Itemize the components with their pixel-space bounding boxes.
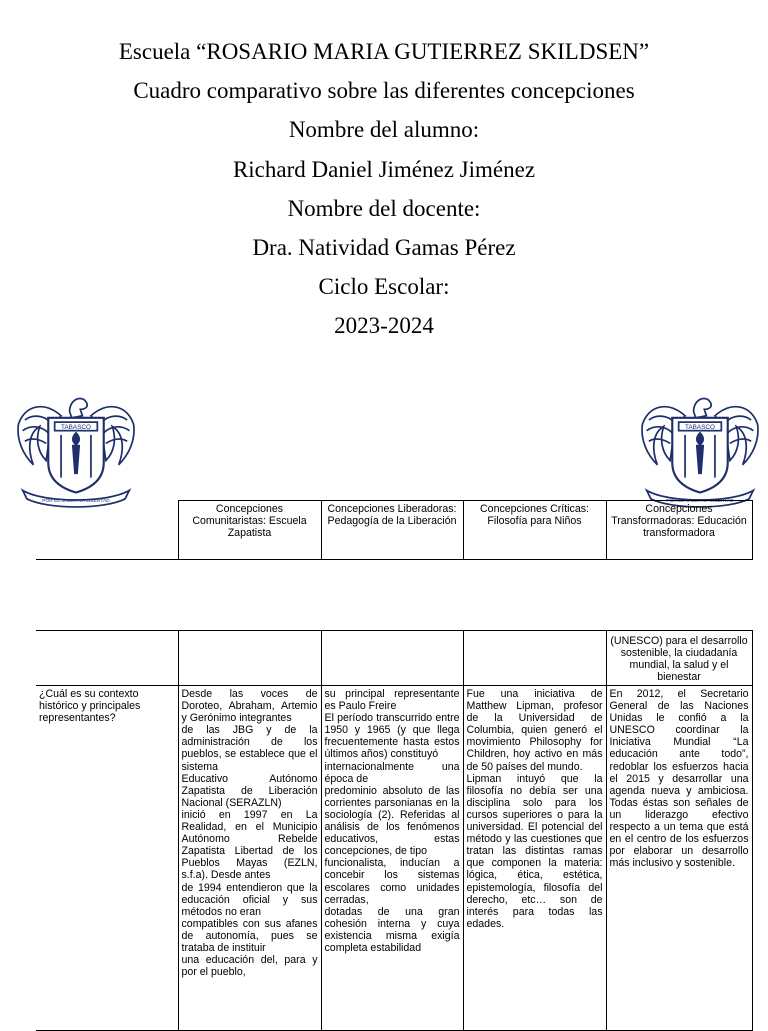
eagle-head	[694, 398, 712, 417]
document-header	[0, 32, 768, 346]
row-question: ¿Cuál es su contexto histórico y principales representantes?	[36, 686, 178, 1031]
header-liberacion: Concepciones Liberadoras: Pedagogía de la Liberación	[321, 501, 463, 560]
torch	[697, 446, 703, 474]
empty-cell	[178, 631, 321, 686]
logo-motto-text: POR EL SABER LA LIBERTAD	[42, 499, 110, 505]
student-name: Richard Daniel Jiménez Jiménez	[232, 156, 536, 182]
school-eagle-logo-right	[636, 388, 764, 516]
logo-state-text: TABASCO	[684, 424, 716, 432]
header-corner-cell	[36, 501, 178, 560]
school-name: Escuela “ROSARIO MARIA GUTIERREZ SKILDSEN”	[118, 39, 650, 64]
header-filosofia-ninos: Concepciones Críticas: Filosofía para Niños	[463, 501, 606, 560]
carryover-row	[36, 631, 752, 686]
cycle-label: Ciclo Escolar:	[318, 274, 450, 300]
teacher-label: Nombre del docente:	[287, 195, 481, 221]
header-zapatista: Concepciones Comunitaristas: Escuela Zapatista	[178, 501, 321, 560]
empty-cell	[463, 631, 606, 686]
document-title: Cuadro comparativo sobre las diferentes concepciones	[133, 78, 635, 104]
cell-filosofia-ninos: Fue una iniciativa de Matthew Lipman, profesor de la Universidad de Columbia, quien generó el movimiento Philosophy for Children, hoy activo en más de 50 países del mundo. Lipman intuyó que la filosofía no debía ser una disciplina solo para los cursos superiores o para la universidad. El potencial del método y las cuestiones que tratan las distintas ramas que componen la materia: lógica, ética, estética, epistemología, filosofía del derecho, etc… son de interés para todas las edades.	[463, 686, 606, 1031]
cycle-value: 2023-2024	[334, 313, 434, 339]
eagle-head	[70, 398, 88, 417]
student-label: Nombre del alumno:	[288, 117, 480, 143]
comparison-table-body	[36, 630, 753, 1031]
cell-liberacion: su principal representante es Paulo Freire El período transcurrido entre 1950 y 1965 (y que llega frecuentemente hasta estos últimos años) constituyó internacionalmente una época de predominio absoluto de las corrientes parsonianas en la sociología (2). Referidas al análisis de los fenómenos educativos, estas concepciones, de tipo funcionalista, inducían a concebir los sistemas escolares como unidades cerradas, dotadas de una gran cohesión interna y cuya existencia misma exigía completa estabilidad	[321, 686, 463, 1031]
logo-motto-text: POR EL SABER LA LIBERTAD	[666, 499, 734, 505]
teacher-name: Dra. Natividad Gamas Pérez	[252, 234, 516, 260]
school-eagle-logo-left	[12, 388, 140, 516]
table-row	[36, 686, 752, 1031]
empty-cell	[36, 631, 178, 686]
carryover-transformadora: (UNESCO) para el desarrollo sostenible, la ciudadanía mundial, la salud y el bienestar	[606, 631, 752, 686]
cell-transformadora: En 2012, el Secretario General de las Naciones Unidas le confió a la UNESCO coordinar la Iniciativa Mundial “La educación ante todo”, redoblar los esfuerzos hacia el 2015 y desarrollar una agenda nueva y ambiciosa. Todas éstas son señales de un liderazgo efectivo respecto a un tema que está en el centro de los esfuerzos por elaborar un desarrollo más inclusivo y sostenible.	[606, 686, 752, 1031]
empty-cell	[321, 631, 463, 686]
header-transformadora: Concepciones Transformadoras: Educación transformadora	[606, 501, 752, 560]
torch	[73, 446, 79, 474]
logo-state-text: TABASCO	[60, 424, 92, 432]
comparison-table-header	[36, 500, 753, 560]
header-row	[36, 501, 752, 560]
cell-zapatista: Desde las voces de Doroteo, Abraham, Artemio y Gerónimo integrantes de las JBG y de la administración de los pueblos, se establece que el sistema Educativo Autónomo Zapatista de Liberación Nacional (SERAZLN) inició en 1997 en La Realidad, en el Municipio Autónomo Rebelde Zapatista Libertad de los Pueblos Mayas (EZLN, s.f.a). Desde antes de 1994 entendieron que la educación oficial y sus métodos no eran compatibles con sus afanes de autonomía, pues se trataba de instituir una educación del, para y por el pueblo,	[178, 686, 321, 1031]
